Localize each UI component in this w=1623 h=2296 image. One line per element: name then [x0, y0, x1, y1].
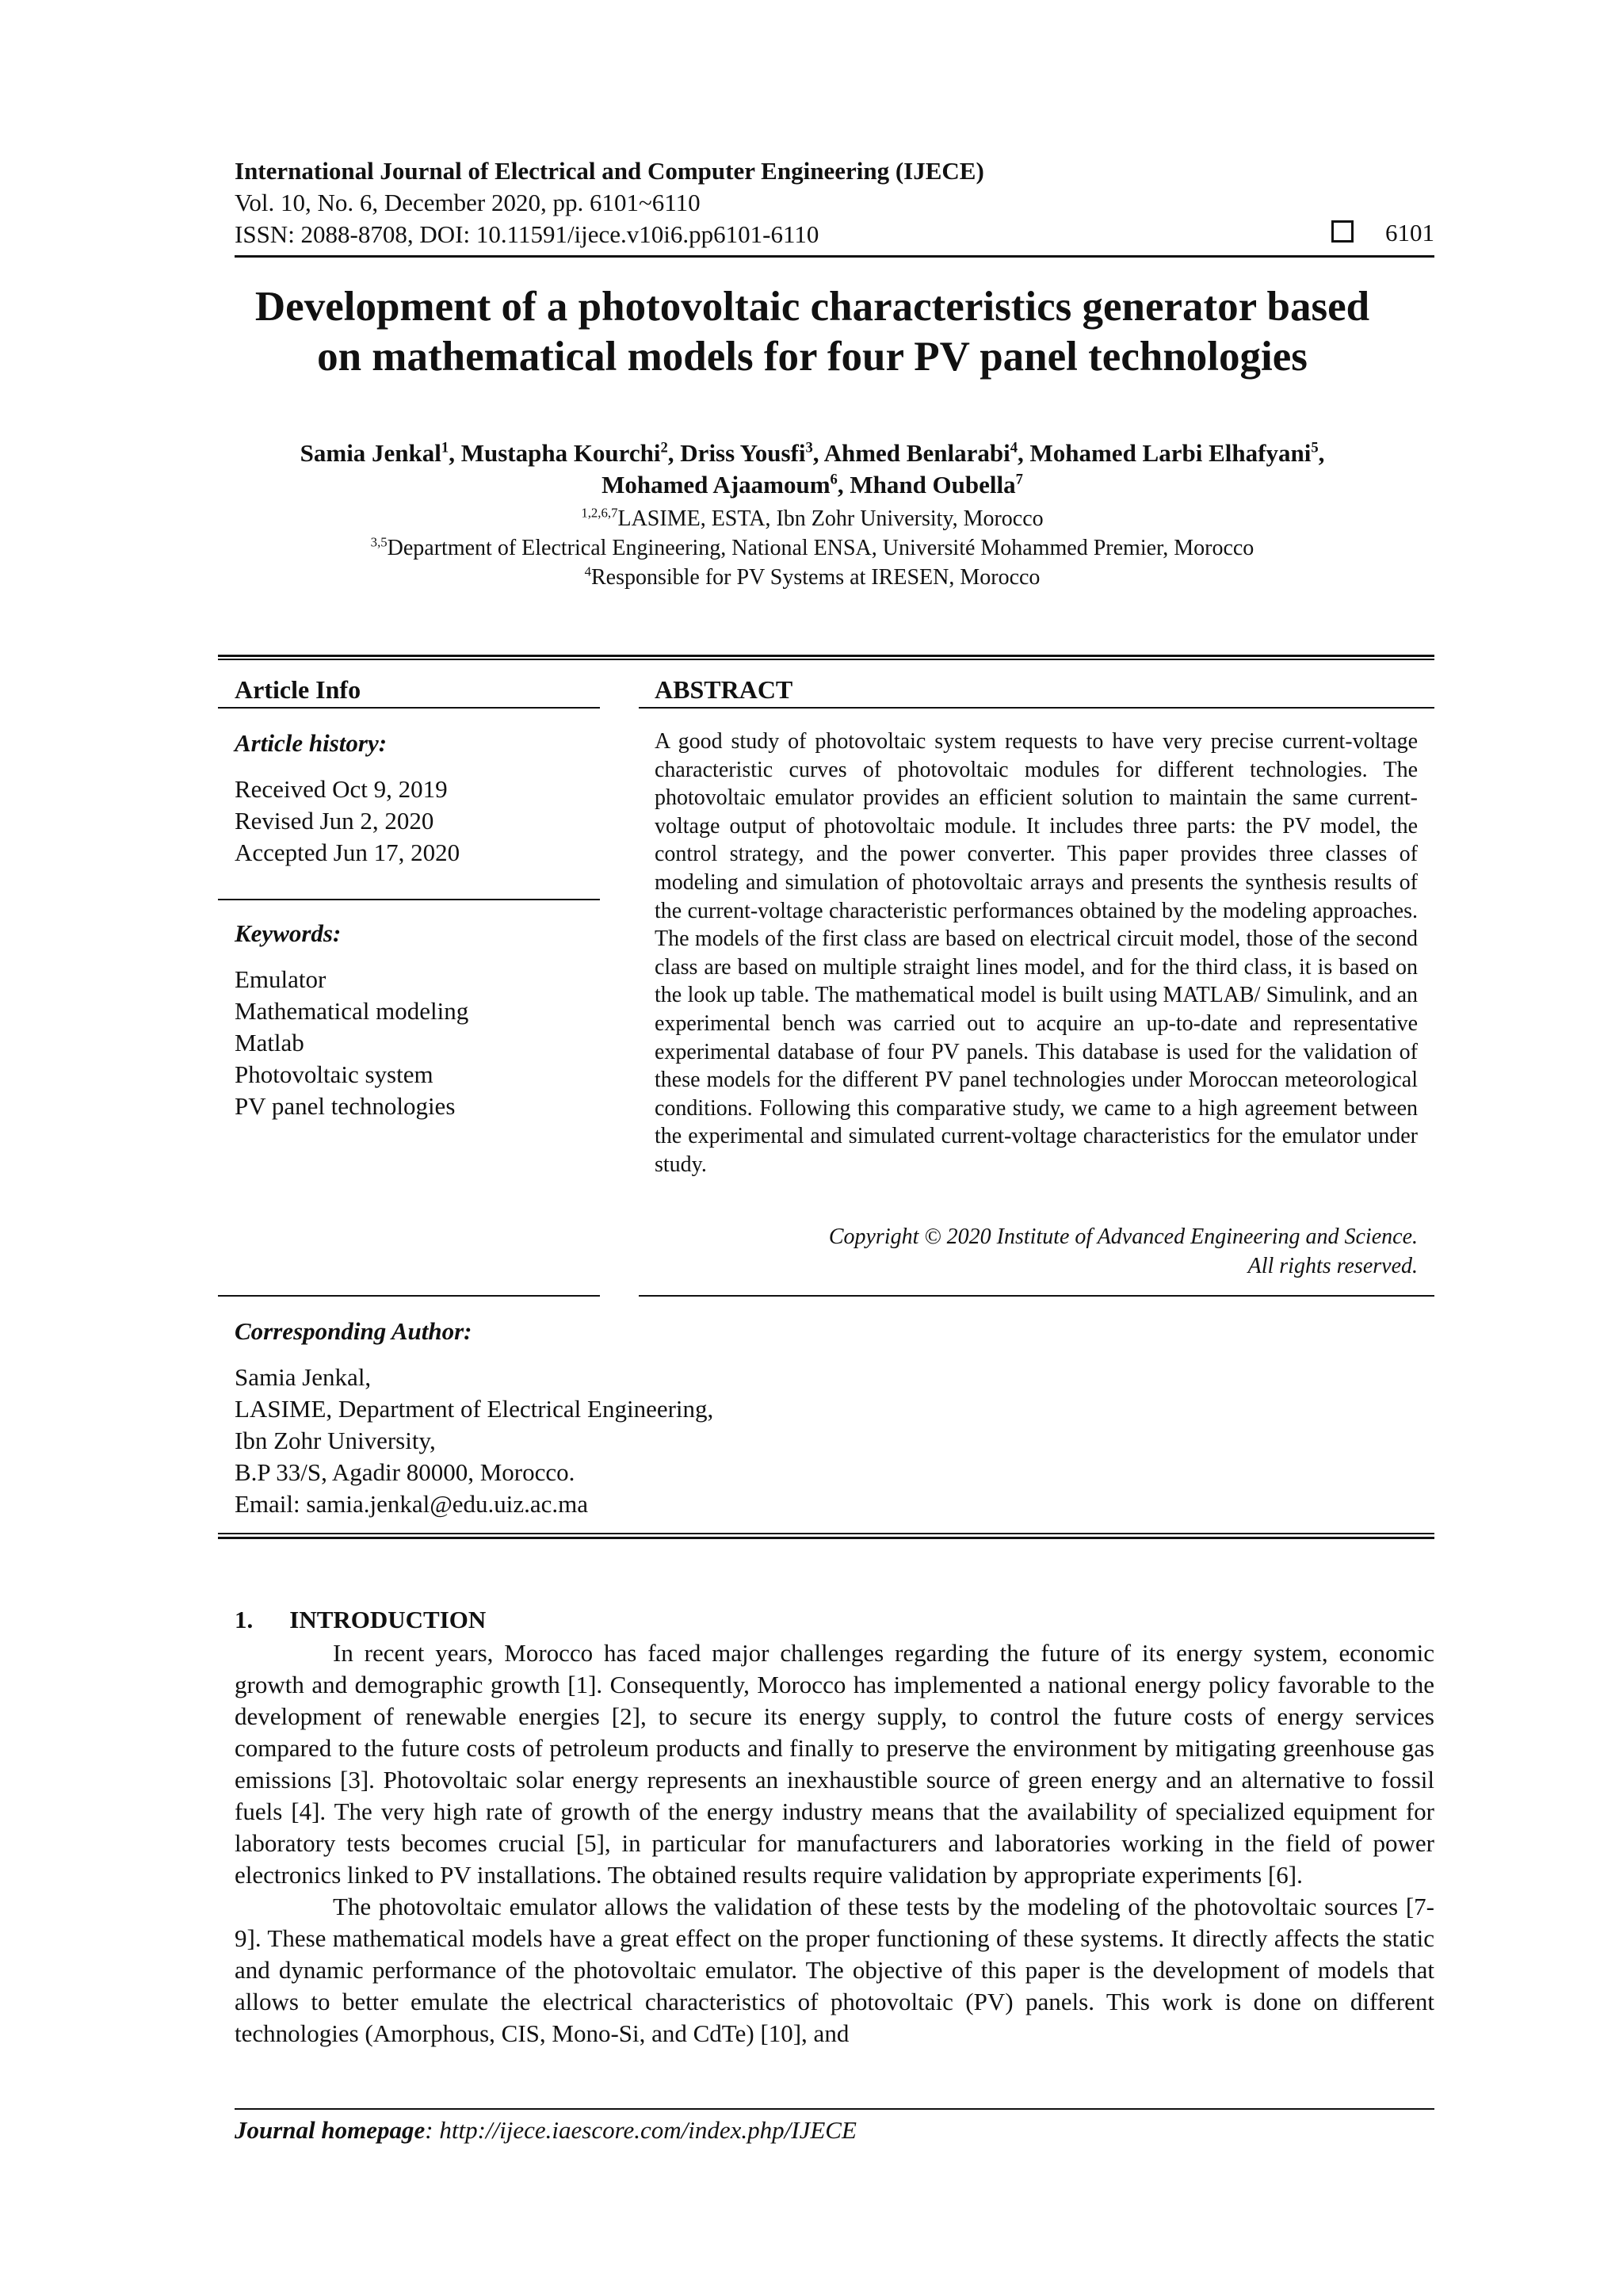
journal-name: International Journal of Electrical and Computer Engineering (IJECE)	[235, 157, 984, 185]
keyword: Emulator	[235, 965, 327, 993]
keyword: Matlab	[235, 1029, 304, 1056]
paragraph: In recent years, Morocco has faced major challenges regarding the future of its energy system, economic growth and demographic growth [1]. Consequently, Morocco has implemented a national energy policy favorable to the development of renewable energies [2], to secure its energy supply, to control the future costs of energy services compared to the future costs of petroleum products and finally to preserve the environment by mitigating greenhouse gas emissions [3]. Photovoltaic solar energy represents an inexhaustible source of green energy and an alternative to fossil fuels [4]. The very high rate of growth of the energy industry means that the availability of specialized equipment for laboratory tests becomes crucial [5], in particular for manufacturers and laboratories working in the field of power electronics linked to PV installations. The obtained results require validation by appropriate experiments [6].	[235, 1639, 1434, 1889]
header-rule	[235, 255, 1434, 258]
info-bottom-rule	[218, 1533, 1434, 1534]
info-top-rule	[218, 655, 1434, 657]
keyword: Photovoltaic system	[235, 1060, 433, 1088]
journal-homepage: Journal homepage: http://ijece.iaescore.com/index.php/IJECE	[235, 2116, 857, 2144]
keyword: PV panel technologies	[235, 1092, 456, 1120]
checkbox-square-icon	[1331, 220, 1354, 243]
corresponding-heading: Corresponding Author:	[235, 1317, 472, 1345]
affiliations	[190, 504, 1434, 592]
received-date: Received Oct 9, 2019	[235, 775, 448, 803]
paper-title: Development of a photovoltaic characteristics generator based on mathematical models for four PV panel technologies	[254, 284, 1370, 380]
corresponding-name: Samia Jenkal,	[235, 1363, 372, 1391]
author: Mohamed Ajaamoum	[601, 471, 831, 499]
author-list: Samia Jenkal$^1$, Mustapha Kourchi$^2$, Driss Yousfi$^3$, Ahmed Benlarabi$^4$, Mohamed Larbi Elhafyani$^5$, Mohamed Ajaamoum$^6$, Mhand Oubella$^7$	[300, 439, 1325, 499]
abstract-heading: ABSTRACT	[655, 675, 793, 704]
intro-body	[235, 1637, 1434, 2050]
article-history	[235, 774, 460, 869]
info-top-rule-2	[218, 659, 1434, 660]
history-heading: Article history:	[235, 729, 388, 757]
corresponding-address: B.P 33/S, Agadir 80000, Morocco.	[235, 1458, 575, 1486]
journal-header	[235, 155, 984, 250]
abstract-text: A good study of photovoltaic system requests to have very precise current-voltage characteristic curves of photovoltaic modules for different technologies. The photovoltaic emulator provides an efficient solution to maintain the same current-voltage output of photovoltaic module. It includes three parts: the PV model, the control strategy, and the power converter. This paper provides three classes of modeling and simulation of photovoltaic arrays and presents the synthesis results of the current-voltage characteristic performances obtained by the modeling approaches. The models of the first class are based on electrical circuit model, those of the second class are based on multiple straight lines model, and for the third class, it is based on the look up table. The mathematical model is built using MATLAB/ Simulink, and an experimental bench was carried out to acquire an up-to-date and representative experimental database of four PV panels. This database is used for the validation of these models for the different PV panel technologies under Moroccan meteorological conditions. Following this comparative study, we came to a high agreement between the experimental and simulated current-voltage characteristics for the emulator under study.	[655, 729, 1418, 1177]
author: Samia Jenkal	[300, 439, 441, 467]
footer-rule	[235, 2108, 1434, 2110]
affiliation: $^{1,2,6,7}$LASIME, ESTA, Ibn Zohr University, Morocco	[581, 505, 1044, 531]
corresponding-email: Email: samia.jenkal@edu.uiz.ac.ma	[235, 1490, 589, 1518]
info-bottom-rule-2	[218, 1537, 1434, 1539]
right-rule	[639, 1295, 1434, 1297]
accepted-date: Accepted Jun 17, 2020	[235, 839, 460, 866]
journal-volume: Vol. 10, No. 6, December 2020, pp. 6101~6110	[235, 189, 701, 216]
corresponding-dept: LASIME, Department of Electrical Engineering,	[235, 1395, 714, 1423]
revised-date: Revised Jun 2, 2020	[235, 807, 434, 835]
author: Mhand Oubella	[850, 471, 1016, 499]
keywords-heading: Keywords:	[235, 919, 342, 947]
left-rule	[218, 899, 600, 900]
homepage-url: : http://ijece.iaescore.com/index.php/IJECE	[425, 2116, 857, 2144]
left-rule	[218, 707, 600, 709]
author: Mustapha Kourchi	[460, 439, 661, 467]
copyright: Copyright © 2020 Institute of Advanced Engineering and Science. All rights reserved.	[828, 1224, 1418, 1278]
author: Mohamed Larbi Elhafyani	[1029, 439, 1312, 467]
journal-issn: ISSN: 2088-8708, DOI: 10.11591/ijece.v10i6.pp6101-6110	[235, 220, 819, 248]
author: Ahmed Benlarabi	[823, 439, 1010, 467]
article-info-heading: Article Info	[235, 675, 361, 704]
left-rule	[218, 1295, 600, 1297]
paragraph: The photovoltaic emulator allows the validation of these tests by the modeling of the photovoltaic sources [7-9]. These mathematical models have a great effect on the proper functioning of these systems. It directly affects the static and dynamic performance of the photovoltaic emulator. The objective of this paper is the development of models that allows to better emulate the electrical characteristics of photovoltaic (PV) panels. This work is done on different technologies (Amorphous, CIS, Mono-Si, and CdTe) [10], and	[235, 1893, 1434, 2047]
keyword: Mathematical modeling	[235, 997, 469, 1025]
page-number: 6101	[1316, 219, 1434, 247]
right-rule	[639, 707, 1434, 709]
corresponding-univ: Ibn Zohr University,	[235, 1427, 436, 1454]
intro-heading: 1. INTRODUCTION	[235, 1606, 487, 1633]
affiliation: $^{3,5}$Department of Electrical Engineering, National ENSA, Université Mohammed Premier, Morocco	[370, 534, 1254, 560]
corresponding-details	[235, 1362, 713, 1520]
keyword-list	[235, 964, 468, 1122]
affiliation: $^4$Responsible for PV Systems at IRESEN, Morocco	[584, 563, 1041, 590]
author: Driss Yousfi	[680, 439, 806, 467]
